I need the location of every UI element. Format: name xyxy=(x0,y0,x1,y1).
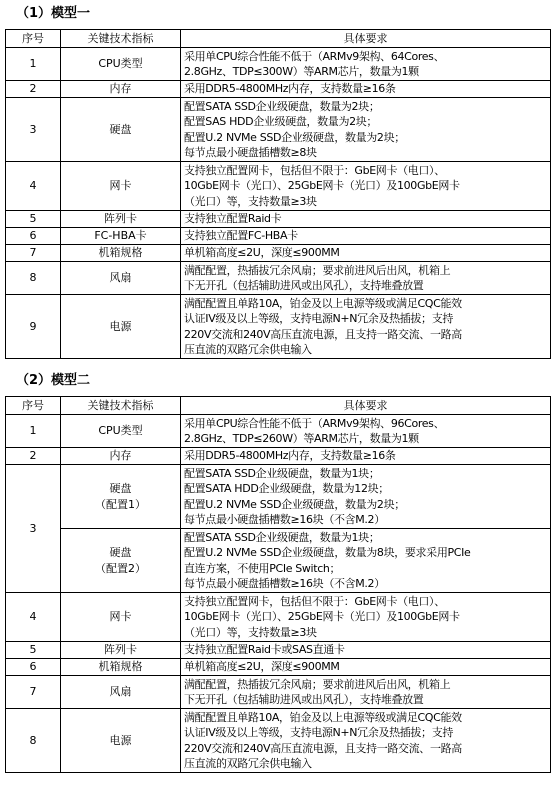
row-requirement: 配置SATA SSD企业级硬盘，数量为1块； 配置SATA HDD企业级硬盘，数量为12块； 配置U.2 NVMe SSD企业级硬盘，数量为2块； 每节点最小硬盘插槽数≥16块（不含M.2） xyxy=(181,465,551,529)
row-index: 9 xyxy=(6,295,61,359)
row-indicator: 硬盘 （配置1） xyxy=(61,465,181,529)
table-row xyxy=(6,676,551,709)
header-indicator: 关键技术指标 xyxy=(61,30,181,48)
header-requirement: 具体要求 xyxy=(181,30,551,48)
row-requirement: 采用DDR5-4800MHz内存，支持数量≥16条 xyxy=(181,81,551,98)
table-row xyxy=(6,659,551,676)
spec-table-model-1 xyxy=(5,29,551,359)
row-requirement: 支持独立配置Raid卡 xyxy=(181,211,551,228)
table-row xyxy=(6,262,551,295)
row-indicator: 阵列卡 xyxy=(61,211,181,228)
row-requirement: 支持独立配置网卡，包括但不限于：GbE网卡（电口）、 10GbE网卡（光口）、25GbE网卡（光口）及100GbE网卡 （光口）等，支持数量≥3块 xyxy=(181,162,551,211)
row-index: 4 xyxy=(6,162,61,211)
table-row xyxy=(6,415,551,448)
row-requirement: 采用单CPU综合性能不低于（ARMv9架构、96Cores、 2.8GHz、TDP≤260W）等ARM芯片，数量为1颗 xyxy=(181,415,551,448)
row-requirement: 单机箱高度≤2U，深度≤900MM xyxy=(181,245,551,262)
row-index: 5 xyxy=(6,211,61,228)
row-index: 7 xyxy=(6,676,61,709)
row-indicator: CPU类型 xyxy=(61,415,181,448)
row-indicator: 网卡 xyxy=(61,593,181,642)
table-row xyxy=(6,529,551,593)
row-indicator: 电源 xyxy=(61,295,181,359)
table-header-row xyxy=(6,30,551,48)
row-requirement: 配置SATA SSD企业级硬盘，数量为2块； 配置SAS HDD企业级硬盘，数量为2块； 配置U.2 NVMe SSD企业级硬盘，数量为2块； 每节点最小硬盘插槽数≥8块 xyxy=(181,98,551,162)
section-heading-model-2: （2）模型二 xyxy=(16,373,91,388)
row-requirement: 支持独立配置网卡，包括但不限于：GbE网卡（电口）、 10GbE网卡（光口）、25GbE网卡（光口）及100GbE网卡 （光口）等，支持数量≥3块 xyxy=(181,593,551,642)
table-row xyxy=(6,81,551,98)
row-index: 5 xyxy=(6,642,61,659)
row-indicator: FC-HBA卡 xyxy=(61,228,181,245)
table-row xyxy=(6,211,551,228)
row-requirement: 满配配置，热插拔冗余风扇；要求前进风后出风，机箱上 下无开孔（包括辅助进风或出风孔），支持堆叠放置 xyxy=(181,262,551,295)
row-index: 7 xyxy=(6,245,61,262)
row-index: 6 xyxy=(6,659,61,676)
table-row xyxy=(6,228,551,245)
header-index: 序号 xyxy=(6,30,61,48)
row-requirement: 满配配置且单路10A，铂金及以上电源等级或满足CQC能效 认证IV级及以上等级，支持电源N+N冗余及热插拔；支持 220V交流和240V高压直流电源，且支持一路交流、一路高 压直流的双路冗余供电输入 xyxy=(181,295,551,359)
row-indicator: 阵列卡 xyxy=(61,642,181,659)
table-row xyxy=(6,98,551,162)
header-indicator: 关键技术指标 xyxy=(61,397,181,415)
row-index: 8 xyxy=(6,709,61,773)
row-requirement: 配置SATA SSD企业级硬盘，数量为1块； 配置U.2 NVMe SSD企业级硬盘，数量为8块，要求采用PCIe 直连方案，不使用PCIe Switch； 每节点最小硬盘插槽数≥16块（不含M.2） xyxy=(181,529,551,593)
header-index: 序号 xyxy=(6,397,61,415)
table-row xyxy=(6,709,551,773)
row-requirement: 满配配置且单路10A，铂金及以上电源等级或满足CQC能效 认证IV级及以上等级，支持电源N+N冗余及热插拔；支持 220V交流和240V高压直流电源，且支持一路交流、一路高 压直流的双路冗余供电输入 xyxy=(181,709,551,773)
row-indicator: 网卡 xyxy=(61,162,181,211)
row-requirement: 支持独立配置Raid卡或SAS直通卡 xyxy=(181,642,551,659)
header-requirement: 具体要求 xyxy=(181,397,551,415)
row-indicator: 内存 xyxy=(61,448,181,465)
table-row xyxy=(6,593,551,642)
row-index: 2 xyxy=(6,81,61,98)
row-requirement: 满配配置，热插拔冗余风扇；要求前进风后出风，机箱上 下无开孔（包括辅助进风或出风孔），支持堆叠放置 xyxy=(181,676,551,709)
spec-table-model-2 xyxy=(5,396,551,773)
row-indicator: 风扇 xyxy=(61,262,181,295)
row-indicator: 风扇 xyxy=(61,676,181,709)
table-row xyxy=(6,245,551,262)
section-heading-model-1: （1）模型一 xyxy=(16,6,91,21)
table-row xyxy=(6,48,551,81)
row-requirement: 采用DDR5-4800MHz内存，支持数量≥16条 xyxy=(181,448,551,465)
row-index: 2 xyxy=(6,448,61,465)
table-header-row xyxy=(6,397,551,415)
row-index: 8 xyxy=(6,262,61,295)
row-indicator: 内存 xyxy=(61,81,181,98)
row-requirement: 单机箱高度≤2U，深度≤900MM xyxy=(181,659,551,676)
row-index: 6 xyxy=(6,228,61,245)
row-index: 3 xyxy=(6,98,61,162)
table-row xyxy=(6,465,551,529)
table-row xyxy=(6,162,551,211)
row-index: 1 xyxy=(6,415,61,448)
row-index: 4 xyxy=(6,593,61,642)
row-indicator: 硬盘 xyxy=(61,98,181,162)
table-row xyxy=(6,642,551,659)
row-index: 3 xyxy=(6,465,61,593)
row-requirement: 支持独立配置FC-HBA卡 xyxy=(181,228,551,245)
row-indicator: 电源 xyxy=(61,709,181,773)
table-row xyxy=(6,295,551,359)
table-row xyxy=(6,448,551,465)
row-indicator: CPU类型 xyxy=(61,48,181,81)
row-requirement: 采用单CPU综合性能不低于（ARMv9架构、64Cores、 2.8GHz、TDP≤300W）等ARM芯片，数量为1颗 xyxy=(181,48,551,81)
row-indicator: 硬盘 （配置2） xyxy=(61,529,181,593)
row-indicator: 机箱规格 xyxy=(61,659,181,676)
row-index: 1 xyxy=(6,48,61,81)
row-indicator: 机箱规格 xyxy=(61,245,181,262)
